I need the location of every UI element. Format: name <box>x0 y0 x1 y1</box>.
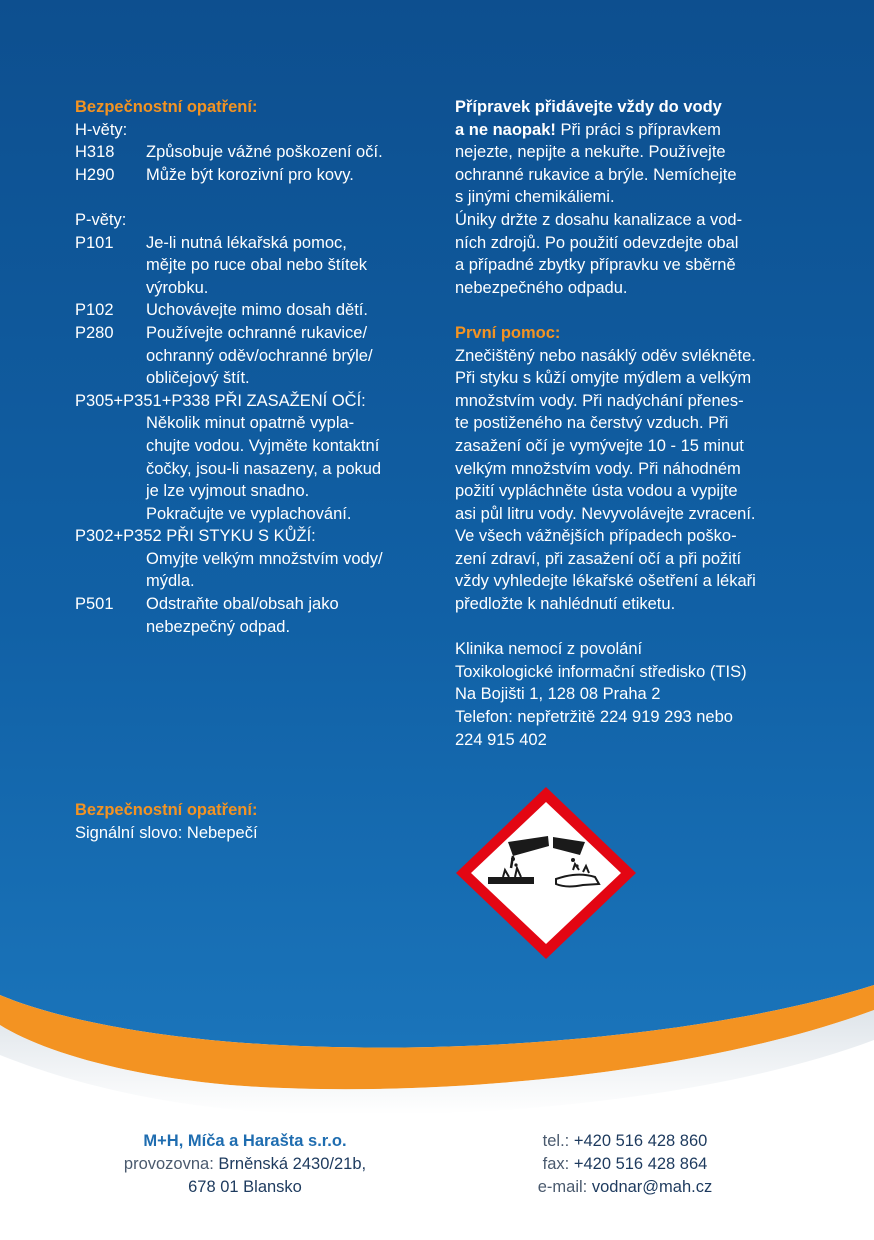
warning-line: Přípravek přidávejte vždy do vody <box>455 98 722 116</box>
first-aid-line: Při styku s kůží omyjte mýdlem a velkým <box>455 369 752 388</box>
clinic-line: Klinika nemocí z povolání <box>455 640 643 659</box>
first-aid-line: asi půl litru vody. Nevyvolávejte zvracení. <box>455 504 756 523</box>
p-code: P101 <box>75 233 114 252</box>
instruction-line: nejezte, nepijte a nekuřte. Používejte <box>455 143 726 162</box>
signal-word-block <box>75 799 435 844</box>
address-value: Brněnská 2430/21b, <box>218 1155 367 1173</box>
p-text: Uchovávejte mimo dosah dětí. <box>146 301 368 320</box>
warning-line <box>455 119 815 142</box>
p-text <box>146 593 435 638</box>
p-line: mějte po ruce obal nebo štítek <box>146 256 368 275</box>
p-line: Používejte ochranné rukavice/ <box>146 323 368 342</box>
first-aid-line: předložte k nahlédnutí etiketu. <box>455 595 676 614</box>
company-name: M+H, Míča a Harašta s.r.o. <box>143 1132 347 1150</box>
h-statements-label: H-věty: <box>75 120 128 139</box>
clinic-line: Toxikologické informační středisko (TIS) <box>455 662 747 681</box>
p305-text <box>75 412 435 525</box>
p-text <box>146 322 435 390</box>
p-code: P280 <box>75 323 114 342</box>
tel-line <box>470 1130 780 1153</box>
instruction-line: nebezpečného odpadu. <box>455 278 628 297</box>
corrosive-ghs05-icon <box>453 784 639 962</box>
company-contact <box>80 1130 410 1199</box>
first-aid-line: požití vypláchněte ústa vodou a vypijte <box>455 482 738 501</box>
p-line: Pokračujte ve vyplachování. <box>146 504 352 523</box>
hazard-statements-column <box>75 96 435 638</box>
instructions-column <box>455 96 815 751</box>
p-line: Omyjte velkým množstvím vody/ <box>146 549 383 568</box>
first-aid-title: První pomoc: <box>455 323 561 342</box>
instruction-line: a případné zbytky přípravku ve sběrně <box>455 256 736 275</box>
instruction-line: s jinými chemikáliemi. <box>455 188 615 207</box>
p-text <box>146 232 435 300</box>
fax-value: +420 516 428 864 <box>573 1155 708 1173</box>
email-label: e-mail: <box>537 1178 592 1196</box>
p-line: výrobku. <box>146 278 209 297</box>
p-statements-label: P-věty: <box>75 210 127 229</box>
p-line: obličejový štít. <box>146 369 250 388</box>
p-line: Odstraňte obal/obsah jako <box>146 595 339 614</box>
p501-row <box>75 593 435 638</box>
p-code: P501 <box>75 595 114 614</box>
p-line: Několik minut opatrně vypla- <box>146 414 355 433</box>
p305-header: P305+P351+P338 PŘI ZASAŽENÍ OČÍ: <box>75 391 366 410</box>
first-aid-line: Ve všech vážnějších případech poško- <box>455 527 737 546</box>
p-line: mýdla. <box>146 572 195 591</box>
fax-label: fax: <box>542 1155 574 1173</box>
p102-row <box>75 299 435 322</box>
h-code: H318 <box>75 143 115 162</box>
h-code: H290 <box>75 165 115 184</box>
p-code: P102 <box>75 301 114 320</box>
p-line: čočky, jsou-li nasazeny, a pokud <box>146 459 382 478</box>
p101-row <box>75 232 435 300</box>
email-link[interactable]: vodnar@mah.cz <box>591 1178 713 1196</box>
tel-value[interactable]: +420 516 428 860 <box>573 1132 708 1150</box>
first-aid-line: vždy vyhledejte lékařské ošetření a lékaři <box>455 572 756 591</box>
p-line: ochranný oděv/ochranné brýle/ <box>146 346 373 365</box>
first-aid-line: množstvím vody. Při nadýchání přenes- <box>455 391 744 410</box>
first-aid-line: te postiženého na čerstvý vzduch. Při <box>455 414 729 433</box>
p302-text <box>75 548 435 593</box>
tel-label: tel.: <box>542 1132 574 1150</box>
safety-title: Bezpečnostní opatření: <box>75 98 258 116</box>
h-text: Může být korozivní pro kovy. <box>146 165 354 184</box>
signal-word: Signální slovo: Nebepečí <box>75 823 258 842</box>
h-text: Způsobuje vážné poškození očí. <box>146 143 383 162</box>
company-city: 678 01 Blansko <box>188 1178 302 1196</box>
h-statement-row <box>75 164 435 187</box>
clinic-line: Telefon: nepřetržitě 224 919 293 nebo <box>455 708 733 727</box>
p-line: chujte vodou. Vyjměte kontaktní <box>146 436 380 455</box>
pictogram-field <box>471 802 621 944</box>
warning-emphasis: a ne naopak! <box>455 120 556 139</box>
email-line <box>470 1176 780 1199</box>
first-aid-line: Znečištěný nebo nasáklý oděv svlékněte. <box>455 346 756 365</box>
p-line: nebezpečný odpad. <box>146 617 291 636</box>
clinic-line: 224 915 402 <box>455 730 547 749</box>
instruction-line: ních zdrojů. Po použití odevzdejte obal <box>455 233 739 252</box>
h-statement-row <box>75 141 435 164</box>
signal-title: Bezpečnostní opatření: <box>75 801 258 819</box>
instruction-line: ochranné rukavice a brýle. Nemíchejte <box>455 165 737 184</box>
warning-rest: Při práci s přípravkem <box>555 120 721 139</box>
fax-line <box>470 1153 780 1176</box>
p280-row <box>75 322 435 390</box>
instruction-line: Úniky držte z dosahu kanalizace a vod- <box>455 210 743 229</box>
first-aid-line: zasažení očí je vymývejte 10 - 15 minut <box>455 436 744 455</box>
first-aid-line: zení zdraví, při zasažení očí a při požití <box>455 549 742 568</box>
p-line: je lze vyjmout snadno. <box>146 482 310 501</box>
address-label: provozovna: <box>123 1155 219 1173</box>
company-address <box>80 1153 410 1176</box>
phone-contact <box>470 1130 780 1199</box>
p-line: Je-li nutná lékařská pomoc, <box>146 233 347 252</box>
p302-header: P302+P352 PŘI STYKU S KŮŽÍ: <box>75 527 316 546</box>
clinic-line: Na Bojišti 1, 128 08 Praha 2 <box>455 685 661 704</box>
first-aid-line: velkým množstvím vody. Při náhodném <box>455 459 741 478</box>
